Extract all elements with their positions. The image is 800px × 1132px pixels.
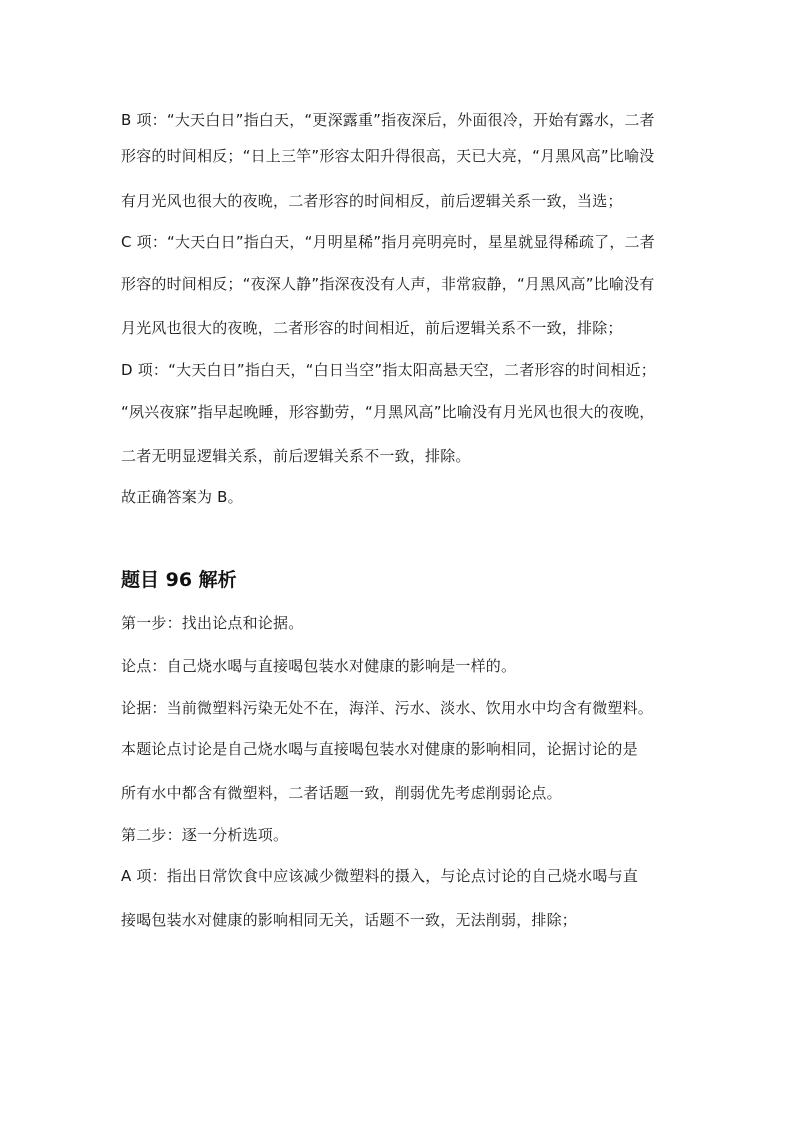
text-line: “夙兴夜寐”指早起晚睡，形容勤劳，“月黑风高”比喻没有月光风也很大的夜晚， xyxy=(121,403,655,421)
text-line: B 项：“大天白日”指白天，“更深露重”指夜深后，外面很冷，开始有露水，二者 xyxy=(121,111,655,129)
text-line: 第一步：找出论点和论据。 xyxy=(121,614,304,632)
text-line: 所有水中都含有微塑料，二者话题一致，削弱优先考虑削弱论点。 xyxy=(121,784,562,802)
text-line: 有月光风也很大的夜晚，二者形容的时间相反，前后逻辑关系一致，当选； xyxy=(121,192,623,210)
text-line: 论点：自己烧水喝与直接喝包装水对健康的影响是一样的。 xyxy=(121,657,517,675)
text-line: A 项：指出日常饮食中应该减少微塑料的摄入，与论点讨论的自己烧水喝与直 xyxy=(121,867,639,885)
final-answer-line: 故正确答案为 B。 xyxy=(121,488,243,506)
text-line: 形容的时间相反；“夜深人静”指深夜没有人声，非常寂静，“月黑风高”比喻没有 xyxy=(121,275,655,293)
text-line: 二者无明显逻辑关系，前后逻辑关系不一致，排除。 xyxy=(121,447,471,465)
section-heading: 题目 96 解析 xyxy=(121,569,237,591)
text-line: D 项：“大天白日”指白天，“白日当空”指太阳高悬天空，二者形容的时间相近； xyxy=(121,361,657,379)
text-line: C 项：“大天白日”指白天，“月明星稀”指月亮明亮时，星星就显得稀疏了，二者 xyxy=(121,233,655,251)
text-line: 本题论点讨论是自己烧水喝与直接喝包装水对健康的影响相同，论据讨论的是 xyxy=(121,740,638,758)
text-line: 第二步：逐一分析选项。 xyxy=(121,826,289,844)
text-line: 月光风也很大的夜晚，二者形容的时间相近，前后逻辑关系不一致，排除； xyxy=(121,319,623,337)
text-line: 论据：当前微塑料污染无处不在，海洋、污水、淡水、饮用水中均含有微塑料。 xyxy=(121,699,654,717)
text-line: 接喝包装水对健康的影响相同无关，话题不一致，无法削弱，排除； xyxy=(121,911,578,929)
text-line: 形容的时间相反；“日上三竿”形容太阳升得很高，天已大亮，“月黑风高”比喻没 xyxy=(121,147,655,165)
